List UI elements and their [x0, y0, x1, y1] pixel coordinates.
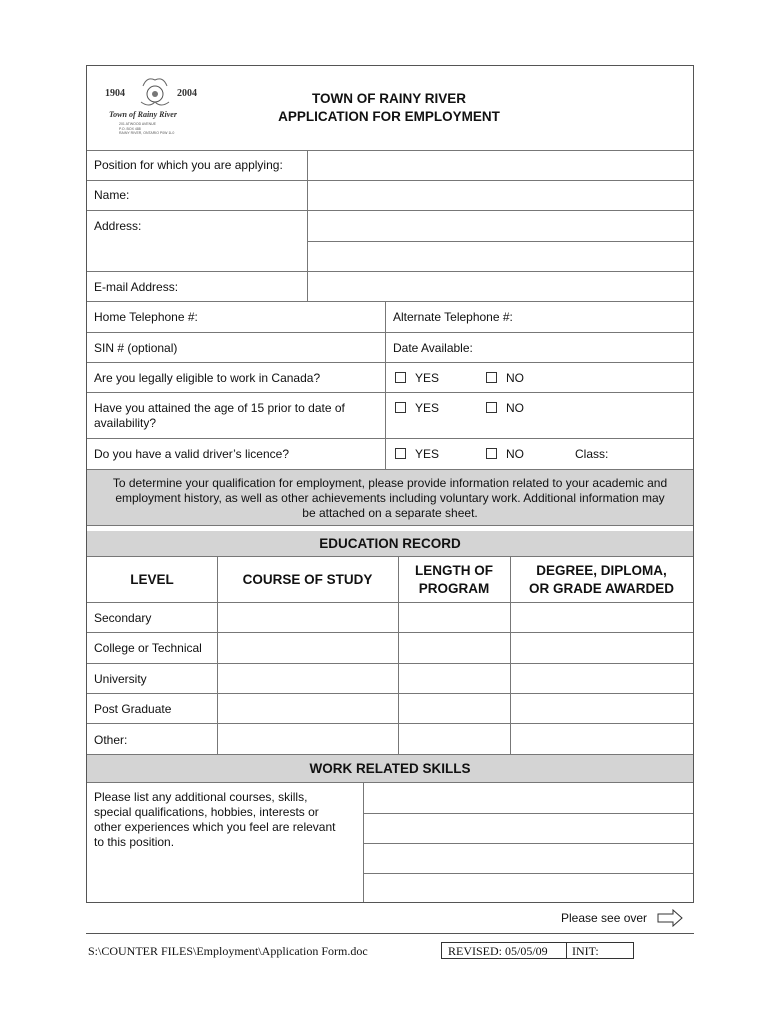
divider — [87, 362, 693, 363]
logo-year-left: 1904 — [105, 88, 125, 99]
init-box[interactable] — [566, 942, 634, 959]
home-phone-label: Home Telephone #: — [94, 310, 198, 324]
revised-text: REVISED: 05/05/09 — [448, 944, 548, 958]
instructions-line3: be attached on a separate sheet. — [302, 506, 478, 520]
town-logo — [97, 72, 207, 142]
sin-label: SIN # (optional) — [94, 341, 178, 355]
no-label: NO — [506, 371, 524, 385]
licence-no-checkbox[interactable] — [486, 448, 497, 459]
name-input[interactable] — [308, 181, 693, 210]
divider — [87, 525, 693, 526]
address-label: Address: — [94, 219, 142, 233]
date-available-label: Date Available: — [393, 341, 473, 355]
divider — [87, 602, 693, 603]
divider — [363, 843, 693, 844]
divider — [87, 723, 693, 724]
revised-box — [441, 942, 567, 959]
application-form — [86, 65, 694, 903]
skills-text-line1: Please list any additional courses, skills, — [94, 790, 308, 804]
education-title: EDUCATION RECORD — [319, 536, 461, 551]
col-degree-header-2: OR GRADE AWARDED — [528, 581, 674, 596]
skills-text-line4: to this position. — [94, 835, 175, 849]
divider — [363, 782, 364, 902]
position-label: Position for which you are applying: — [94, 158, 283, 172]
divider — [363, 813, 693, 814]
col-course-header: COURSE OF STUDY — [242, 572, 373, 587]
divider — [87, 663, 693, 664]
address-input[interactable] — [308, 211, 693, 271]
logo-town-name: Town of Rainy River — [109, 110, 177, 119]
eligible-yes-checkbox[interactable] — [395, 372, 406, 383]
instructions-line1: To determine your qualification for employment, please provide information related to your academic and — [112, 476, 668, 490]
see-over-text: Please see over — [561, 911, 648, 925]
footer-divider — [86, 933, 694, 934]
edu-row-college: College or Technical — [94, 641, 202, 655]
init-text: INIT: — [572, 944, 599, 958]
no-label: NO — [506, 401, 524, 415]
divider — [510, 556, 511, 754]
divider — [385, 301, 386, 469]
age-yes-checkbox[interactable] — [395, 402, 406, 413]
divider — [87, 782, 693, 783]
age-question-line2: availability? — [94, 416, 157, 430]
col-level-header: LEVEL — [130, 572, 174, 587]
divider — [87, 332, 693, 333]
form-title-line1: TOWN OF RAINY RIVER — [311, 91, 466, 106]
yes-label: YES — [415, 371, 440, 385]
divider — [87, 301, 693, 302]
yes-label: YES — [415, 447, 440, 461]
yes-label: YES — [415, 401, 440, 415]
divider — [398, 556, 399, 754]
eligible-no-checkbox[interactable] — [486, 372, 497, 383]
age-question-line1: Have you attained the age of 15 prior to date of — [94, 401, 345, 415]
divider — [87, 632, 693, 633]
divider — [87, 693, 693, 694]
email-label: E-mail Address: — [94, 280, 179, 294]
logo-address: 201 ATWOOD AVENUE P.O. BOX 488 RAINY RIVER, ONTARIO P0W 1L0 — [119, 122, 175, 135]
divider — [363, 873, 693, 874]
class-label: Class: — [575, 447, 609, 461]
age-no-checkbox[interactable] — [486, 402, 497, 413]
instructions-line2: employment history, as well as other achievements including voluntary work. Additional information may — [115, 491, 665, 505]
skills-title: WORK RELATED SKILLS — [309, 761, 471, 776]
arrow-right-icon — [657, 909, 683, 927]
divider — [87, 556, 693, 557]
col-length-header-2: PROGRAM — [418, 581, 490, 596]
logo-year-right: 2004 — [177, 88, 197, 99]
email-input[interactable] — [308, 272, 693, 301]
divider — [217, 556, 218, 754]
file-path: S:\COUNTER FILES\Employment\Application Form.doc — [88, 944, 368, 958]
col-degree-header-1: DEGREE, DIPLOMA, — [536, 563, 667, 578]
name-label: Name: — [94, 188, 130, 202]
divider — [87, 392, 693, 393]
no-label: NO — [506, 447, 524, 461]
eligible-question: Are you legally eligible to work in Canada? — [94, 371, 321, 385]
divider — [87, 438, 693, 439]
edu-row-other: Other: — [94, 733, 128, 747]
skills-text-line3: other experiences which you feel are relevant — [94, 820, 336, 834]
alt-phone-label: Alternate Telephone #: — [393, 310, 513, 324]
position-input[interactable] — [308, 151, 693, 180]
form-title-line2: APPLICATION FOR EMPLOYMENT — [278, 109, 500, 124]
skills-text-line2: special qualifications, hobbies, interests or — [94, 805, 319, 819]
edu-row-university: University — [94, 672, 147, 686]
col-length-header-1: LENGTH OF — [415, 563, 493, 578]
edu-row-postgrad: Post Graduate — [94, 702, 172, 716]
edu-row-secondary: Secondary — [94, 611, 152, 625]
licence-yes-checkbox[interactable] — [395, 448, 406, 459]
licence-question: Do you have a valid driver’s licence? — [94, 447, 289, 461]
